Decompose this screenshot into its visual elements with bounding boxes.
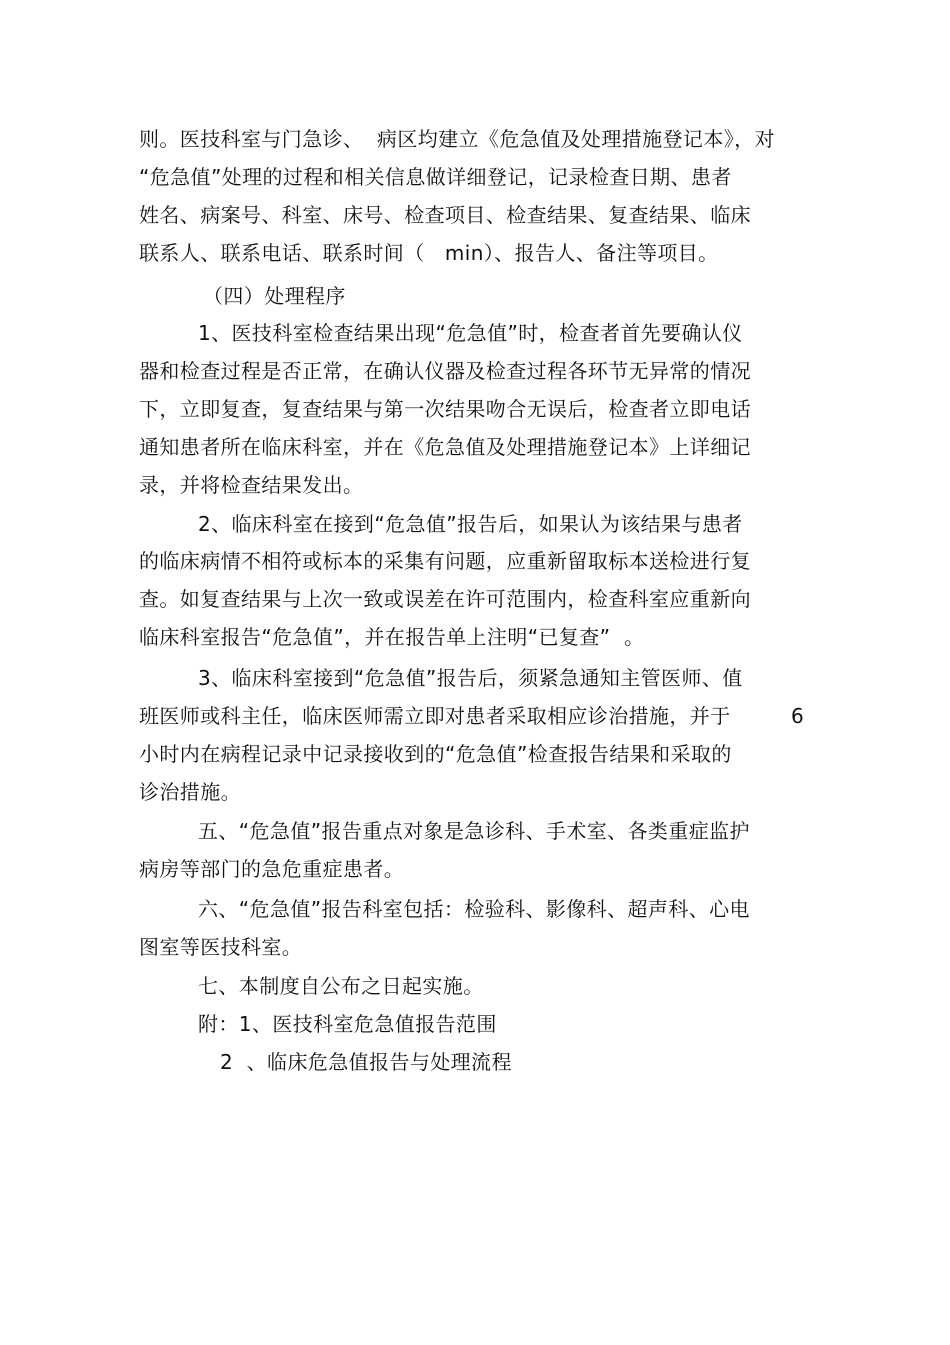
- body-line: 器和检查过程是否正常，在确认仪器及检查过程各环节无异常的情况: [139, 359, 751, 383]
- body-line: 的临床病情不相符或标本的采集有问题，应重新留取标本送检进行复: [139, 549, 751, 573]
- appendix-line: 附：1、医技科室危急值报告范围: [198, 1012, 497, 1036]
- body-line: 录，并将检查结果发出。: [139, 473, 364, 497]
- appendix-line: 2 、临床危急值报告与处理流程: [220, 1050, 512, 1074]
- body-line: 图室等医技科室。: [139, 935, 303, 959]
- body-line: 下，立即复查，复查结果与第一次结果吻合无误后，检查者立即电话: [139, 397, 751, 421]
- body-line: 查。如复查结果与上次一致或误差在许可范围内，检查科室应重新向: [139, 587, 751, 611]
- body-line: 病房等部门的急危重症患者。: [139, 857, 405, 881]
- body-line: 五、“危急值”报告重点对象是急诊科、手术室、各类重症监护: [198, 819, 750, 843]
- body-line: “危急值”处理的过程和相关信息做详细登记，记录检查日期、患者: [139, 165, 732, 189]
- body-line: 小时内在病程记录中记录接收到的“危急值”检查报告结果和采取的: [139, 742, 732, 766]
- body-line: 七、本制度自公布之日起实施。: [198, 974, 484, 998]
- body-line: 2、临床科室在接到“危急值”报告后，如果认为该结果与患者: [198, 512, 743, 536]
- body-line: 1、医技科室检查结果出现“危急值”时，检查者首先要确认仪: [198, 321, 743, 345]
- body-line: 临床科室报告“危急值”，并在报告单上注明“已复查” 。: [139, 625, 645, 649]
- hours-number: 6: [791, 704, 804, 728]
- body-line: 班医师或科主任，临床医师需立即对患者采取相应诊治措施，并于: [139, 704, 731, 728]
- body-line: 则。医技科室与门急诊、 病区均建立《危急值及处理措施登记本》，对: [139, 127, 775, 151]
- body-line: 通知患者所在临床科室，并在《危急值及处理措施登记本》上详细记: [139, 435, 751, 459]
- body-line: 3、临床科室接到“危急值”报告后，须紧急通知主管医师、值: [198, 666, 743, 690]
- body-line: 诊治措施。: [139, 780, 241, 804]
- body-line: 联系人、联系电话、联系时间（ min）、报告人、备注等项目。: [139, 241, 719, 265]
- body-line: 姓名、病案号、科室、床号、检查项目、检查结果、复查结果、临床: [139, 203, 751, 227]
- body-line: 六、“危急值”报告科室包括：检验科、影像科、超声科、心电: [198, 897, 750, 921]
- section-heading: （四）处理程序: [203, 284, 346, 308]
